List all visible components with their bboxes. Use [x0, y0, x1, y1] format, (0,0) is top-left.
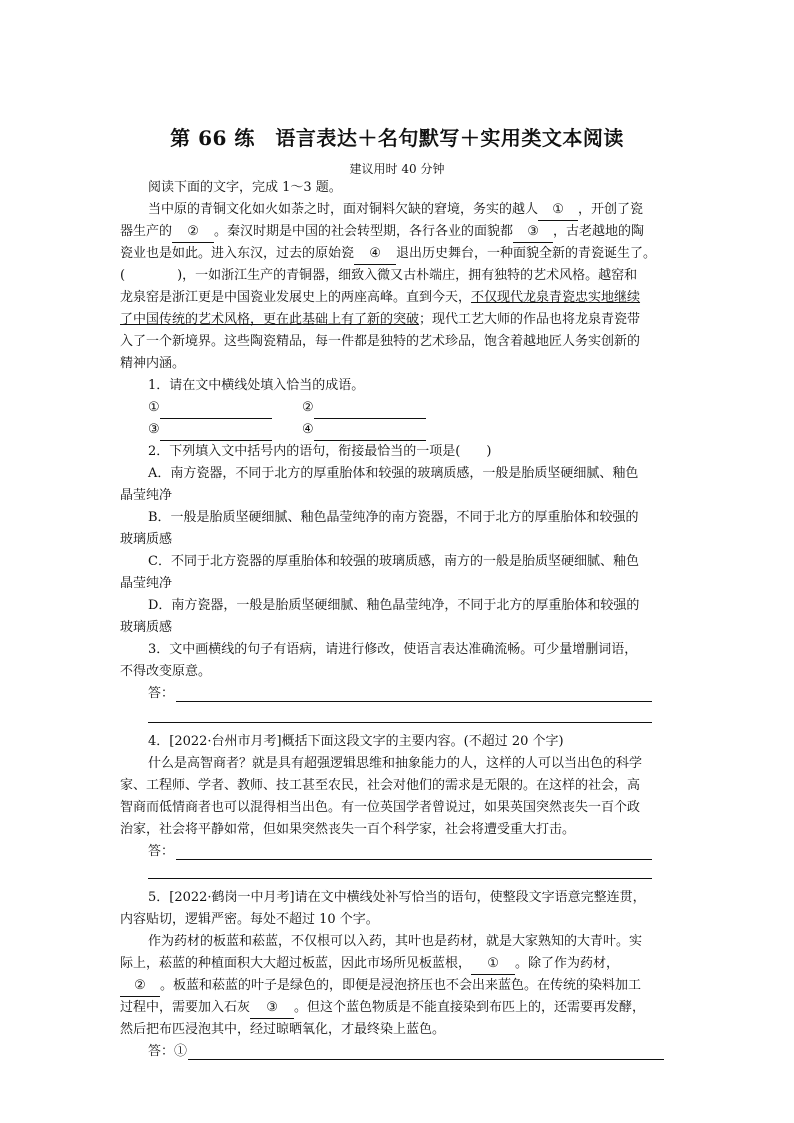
- passage-text: 。板蓝和菘蓝的叶子是绿色的，即便是浸泡挤压也不会出来蓝色。在传统的染料加工: [160, 978, 642, 993]
- underlined-sentence: 不仅现代龙泉青瓷忠实地继续: [471, 290, 641, 305]
- question-1-stem: 1．请在文中横线处填入恰当的成语。: [148, 378, 365, 393]
- q5-blank-3: ③: [250, 998, 294, 1019]
- blank-1: ①: [538, 200, 578, 221]
- passage-text: 当中原的青铜文化如火如荼之时，面对铜料欠缺的窘境，务实的越人: [148, 202, 539, 217]
- reading-intro: 阅读下面的文字，完成 1～3 题。: [148, 180, 342, 195]
- question-2-stem: 2．下列填入文中括号内的语句，衔接最恰当的一项是( ): [148, 444, 492, 459]
- answer-label: 答：: [148, 686, 175, 701]
- q4-passage-line: 家、工程师、学者、教师、技工甚至农民，社会对他们的需求是无限的。在这样的社会，高: [120, 778, 641, 793]
- passage-line: [120, 288, 640, 308]
- passage-line: 精神内涵。: [120, 356, 186, 371]
- answer-label: 答：: [148, 844, 175, 859]
- passage-text: 。秦汉时期是中国的社会转型期，各行各业的面貌都: [214, 224, 514, 239]
- option-b-cont: 玻璃质感: [120, 532, 173, 547]
- q5-passage-line: 然后把布匹浸泡其中，经过晾晒氧化，才最终染上蓝色。: [120, 1022, 446, 1037]
- option-b[interactable]: B．一般是胎质坚硬细腻、釉色晶莹纯净的南方瓷器，不同于北方的厚重胎体和较强的: [148, 510, 639, 525]
- time-suggestion: 建议用时 40 分钟: [349, 162, 445, 176]
- q4-passage-line: 治家，社会将平静如常，但如果突然丧失一百个科学家，社会将遭受重大打击。: [120, 822, 576, 837]
- item-label: ②: [302, 400, 314, 415]
- passage-text: 。但这个蓝色物质是不能直接染到布匹上的，还需要再发酵，: [294, 1000, 646, 1015]
- passage-text: 过程中，需要加入石灰: [120, 1000, 251, 1015]
- question-1-row: [302, 420, 426, 441]
- answer-blank-2[interactable]: [314, 398, 426, 419]
- passage-text: 。除了作为药材，: [515, 956, 620, 971]
- question-5-stem: 5．[2022·鹤岗一中月考]请在文中横线处补写恰当的语句，使整段文字语意完整连贯，: [148, 890, 646, 905]
- item-label: ①: [148, 400, 160, 415]
- option-c-cont: 晶莹纯净: [120, 576, 173, 591]
- passage-text: 瓷业也是如此。进入东汉，过去的原始瓷: [120, 246, 355, 261]
- question-3-stem-cont: 不得改变原意。: [120, 664, 212, 679]
- q4-passage-line: 什么是高智商者？就是具有超强逻辑思维和抽象能力的人，这样的人可以当出色的科学: [148, 756, 643, 771]
- page-title: 第 66 练 语言表达＋名句默写＋实用类文本阅读: [170, 126, 624, 150]
- passage-line: [120, 310, 640, 330]
- answer-line[interactable]: [176, 859, 652, 860]
- answer-blank-3[interactable]: [160, 420, 272, 441]
- passage-line: [120, 244, 656, 265]
- passage-line: [148, 200, 643, 221]
- answer-line[interactable]: [148, 878, 652, 879]
- passage-text: 器生产的: [120, 224, 173, 239]
- option-a-cont: 晶莹纯净: [120, 488, 173, 503]
- item-label: ③: [148, 422, 160, 437]
- q5-passage-line: [120, 976, 641, 997]
- q5-passage-line: [120, 998, 645, 1019]
- answer-blank-4[interactable]: [314, 420, 426, 441]
- question-4-stem: 4．[2022·台州市月考]概括下面这段文字的主要内容。(不超过 20 个字): [148, 734, 564, 749]
- answer-blank-1[interactable]: [160, 398, 272, 419]
- q5-passage-line: 作为药材的板蓝和菘蓝，不仅根可以入药，其叶也是药材，就是大家熟知的大青叶。实: [148, 934, 643, 949]
- q5-blank-2: ②: [120, 976, 160, 997]
- passage-line: ( )，一如浙江生产的青铜器，细致入微又古朴端庄，拥有独特的艺术风格。越窑和: [120, 268, 638, 283]
- answer-label: 答：①: [148, 1044, 188, 1059]
- question-1-row: [302, 398, 426, 419]
- answer-line[interactable]: [148, 722, 652, 723]
- question-1-row: [148, 420, 272, 441]
- passage-line: [120, 222, 644, 243]
- underlined-sentence: 了中国传统的艺术风格，更在此基础上有了新的突破: [120, 312, 420, 327]
- option-c[interactable]: C．不同于北方瓷器的厚重胎体和较强的玻璃质感，南方的一般是胎质坚硬细腻、釉色: [148, 554, 639, 569]
- passage-text: ；现代工艺大师的作品也将龙泉青瓷带: [419, 312, 641, 327]
- item-label: ④: [302, 422, 314, 437]
- answer-line[interactable]: [188, 1059, 664, 1060]
- option-a[interactable]: A．南方瓷器，不同于北方的厚重胎体和较强的玻璃质感，一般是胎质坚硬细腻、釉色: [148, 466, 639, 481]
- blank-2: ②: [172, 222, 214, 243]
- option-d[interactable]: D．南方瓷器，一般是胎质坚硬细腻、釉色晶莹纯净，不同于北方的厚重胎体和较强的: [148, 598, 640, 613]
- passage-line: 入了一个新境界。这些陶瓷精品，每一件都是独特的艺术珍品，饱含着越地匠人务实创新的: [120, 334, 641, 349]
- blank-3: ③: [513, 222, 553, 243]
- option-d-cont: 玻璃质感: [120, 620, 173, 635]
- passage-text: 退出历史舞台，一种面貌全新的青瓷诞生了。: [396, 246, 657, 261]
- q5-passage-line: [120, 954, 619, 975]
- passage-text: ，古老越地的陶: [553, 224, 645, 239]
- blank-4: ④: [354, 244, 396, 265]
- q4-passage-line: 智商而低情商者也可以混得相当出色。有一位英国学者曾说过，如果英国突然丧失一百个政: [120, 800, 641, 815]
- question-5-stem-cont: 内容贴切，逻辑严密。每处不超过 10 个字。: [120, 912, 379, 927]
- q5-blank-1: ①: [471, 954, 515, 975]
- passage-text: 际上，菘蓝的种植面积大大超过板蓝，因此市场所见板蓝根，: [120, 956, 472, 971]
- answer-line[interactable]: [176, 701, 652, 702]
- passage-text: ，开创了瓷: [578, 202, 644, 217]
- question-3-stem: 3．文中画横线的句子有语病，请进行修改，使语言表达准确流畅。可少量增删词语，: [148, 642, 638, 657]
- question-1-row: [148, 398, 272, 419]
- passage-text: 龙泉窑是浙江更是中国瓷业发展史上的两座高峰。直到今天，: [120, 290, 472, 305]
